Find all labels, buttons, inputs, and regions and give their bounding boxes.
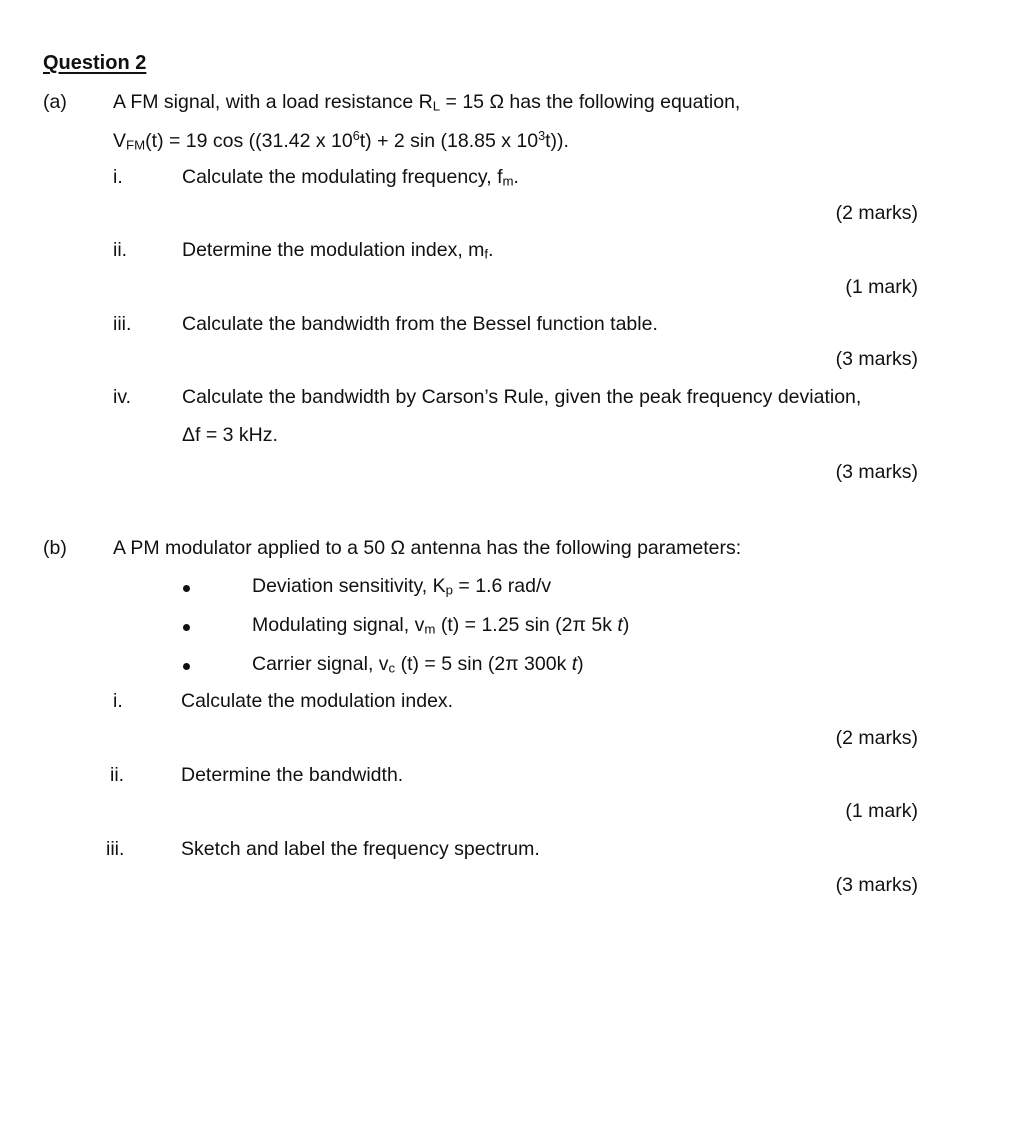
- param-italic: t: [571, 653, 578, 675]
- part-a-intro: [113, 93, 740, 113]
- item-number: i.: [113, 690, 123, 712]
- item-text: [182, 168, 519, 188]
- param-end: ): [622, 614, 630, 636]
- marks-label: (1 mark): [845, 276, 918, 298]
- param-sub: m: [424, 621, 436, 637]
- param-end: ): [577, 653, 584, 675]
- part-b-intro: A PM modulator applied to a 50 Ω antenna has the following parameters:: [113, 537, 742, 559]
- param-pre: Carrier signal, v: [252, 653, 389, 675]
- marks-label: (2 marks): [835, 202, 918, 224]
- item-text-post: .: [488, 239, 494, 261]
- item-text: Calculate the modulation index.: [181, 690, 454, 712]
- item-text-sub: m: [502, 173, 514, 189]
- item-text: Sketch and label the frequency spectrum.: [181, 838, 540, 860]
- item-number: iii.: [106, 838, 125, 860]
- param-post: (t) = 1.25 sin (2π 5k: [435, 614, 618, 636]
- part-a-label: (a): [43, 91, 67, 113]
- item-text: [182, 241, 494, 261]
- parameter-item: [252, 577, 551, 597]
- item-number: ii.: [113, 239, 128, 261]
- parameter-item: [252, 616, 629, 636]
- eq-v-sub: FM: [126, 137, 146, 153]
- param-sub: c: [388, 660, 396, 676]
- param-pre: Deviation sensitivity, K: [252, 575, 446, 597]
- item-text-pre: Calculate the modulating frequency, f: [182, 166, 503, 188]
- item-number: iii.: [113, 313, 132, 335]
- param-sub: p: [445, 582, 454, 598]
- item-number: i.: [113, 166, 123, 188]
- eq-exp2: 3: [538, 129, 546, 143]
- param-post: (t) = 5 sin (2π 300k: [395, 653, 572, 675]
- bullet-dot: [183, 663, 190, 670]
- marks-label: (2 marks): [835, 727, 918, 749]
- item-number: iv.: [113, 386, 132, 408]
- eq-exp1: 6: [352, 129, 360, 143]
- marks-label: (3 marks): [835, 874, 918, 896]
- item-text-sub: f: [484, 246, 489, 262]
- item-number: ii.: [110, 764, 125, 786]
- bullet-dot: [183, 624, 190, 631]
- part-a-intro-post: = 15 Ω has the following equation,: [440, 91, 741, 113]
- marks-label: (3 marks): [835, 348, 918, 370]
- param-pre: Modulating signal, v: [252, 614, 425, 636]
- item-text-continued: Δf = 3 kHz.: [182, 424, 278, 446]
- eq-part1: (t) = 19 cos ((31.42 x 10: [145, 129, 353, 152]
- item-text: Determine the bandwidth.: [181, 764, 404, 786]
- item-text-post: .: [513, 166, 519, 188]
- param-italic: t: [617, 614, 623, 636]
- eq-part3: t)).: [545, 129, 569, 152]
- eq-part2: t) + 2 sin (18.85 x 10: [359, 129, 539, 152]
- parameter-item: [252, 655, 584, 675]
- part-a-intro-pre: A FM signal, with a load resistance R: [113, 91, 433, 113]
- item-text: Calculate the bandwidth by Carson’s Rule, given the peak frequency deviation,: [182, 386, 862, 408]
- part-b-label: (b): [43, 537, 67, 559]
- item-text: Calculate the bandwidth from the Bessel function table.: [182, 313, 658, 335]
- question-title: Question 2: [43, 52, 147, 74]
- marks-label: (3 marks): [835, 461, 918, 483]
- eq-v: V: [113, 129, 127, 152]
- marks-label: (1 mark): [845, 800, 918, 822]
- param-post: = 1.6 rad/v: [453, 575, 552, 597]
- item-text-pre: Determine the modulation index, m: [182, 239, 485, 261]
- fm-equation: [113, 130, 569, 152]
- bullet-dot: [183, 585, 190, 592]
- part-a-intro-sub: L: [432, 98, 441, 114]
